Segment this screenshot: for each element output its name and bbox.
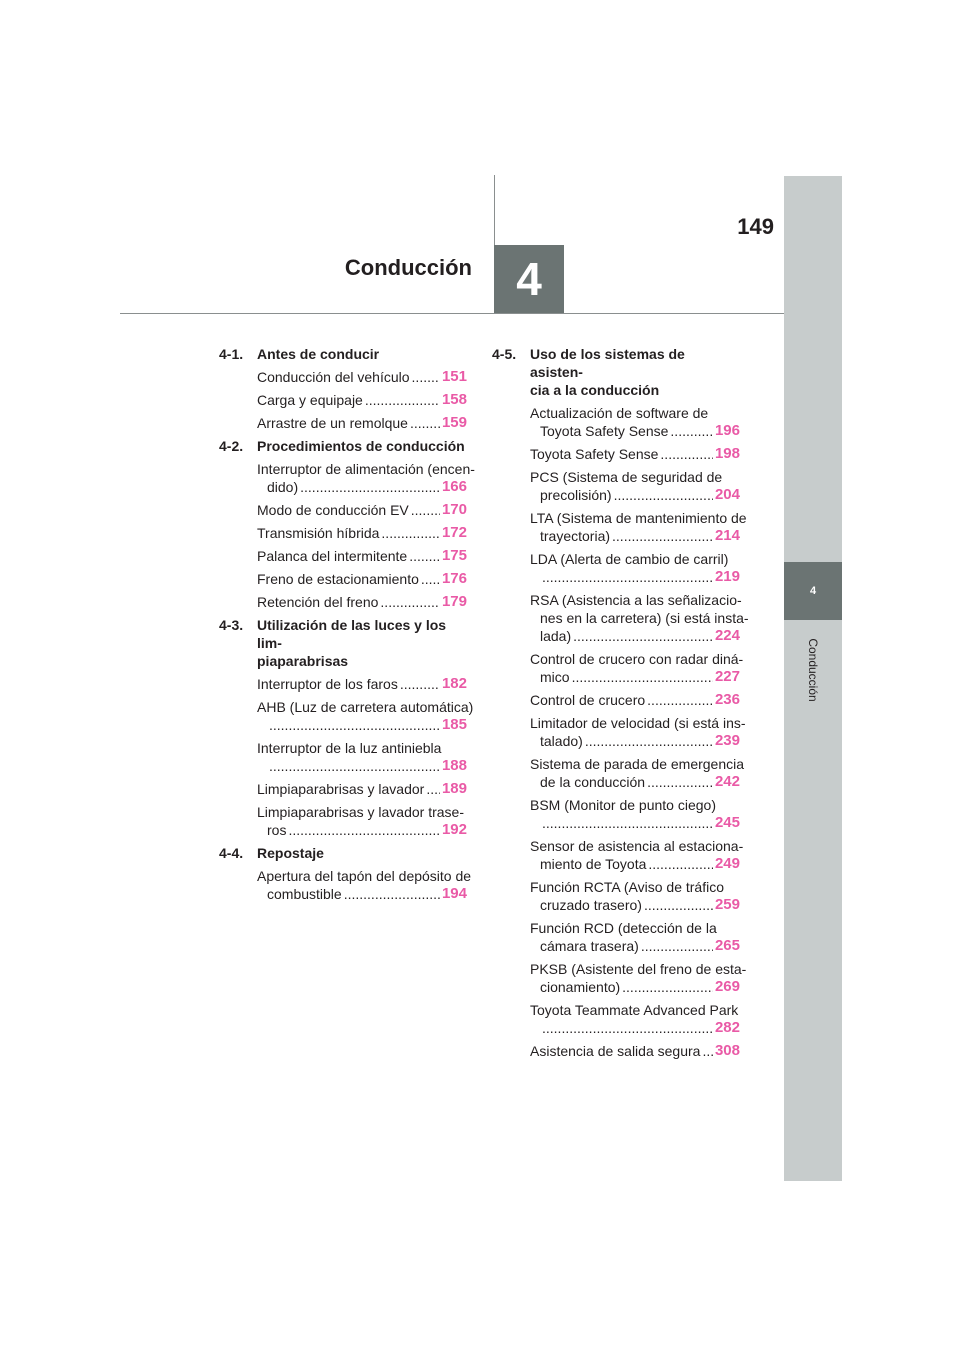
toc-page-link[interactable]: 198 [714,445,740,462]
toc-entry-text: Función RCD (detección de la [530,920,717,936]
toc-entry-text: Limpiaparabrisas y lavador [257,781,425,797]
toc-entry[interactable] [492,878,740,914]
toc-entry-line [530,837,744,855]
toc-entry-line [530,668,740,686]
toc-leader-dots [647,691,713,709]
toc-section-heading [219,616,467,670]
toc-entry-line [257,739,467,757]
toc-page-link[interactable]: 194 [441,885,467,902]
toc-entry-line [530,796,740,814]
toc-leader-dots [647,773,713,791]
toc-entry-text: PKSB (Asistente del freno de esta- [530,961,747,977]
toc-entry-line [530,714,746,732]
page-number: 149 [737,214,774,239]
toc-entry-line [530,550,740,568]
toc-entry-text: Sistema de parada de emergencia [530,756,745,772]
toc-entry-text: Toyota Safety Sense [540,423,669,439]
toc-page-link[interactable]: 166 [441,478,467,495]
toc-entry-line [257,780,467,798]
toc-page-link[interactable]: 158 [441,391,467,408]
toc-entry-text: cionamiento) [540,979,621,995]
toc-entry-line [530,445,740,463]
toc-entry-text: Asistencia de salida segura [530,1043,701,1059]
toc-entry-text: de la conducción [540,774,646,790]
toc-column-left [219,345,475,908]
toc-leader-dots [585,732,713,750]
toc-section-number: 4-3. [219,617,244,633]
toc-leader-dots [542,568,713,586]
toc-leader-dots [344,885,440,903]
toc-section-heading [219,345,467,363]
toc-page-link[interactable]: 176 [441,570,467,587]
toc-entry[interactable] [219,698,474,734]
toc-entry-text: Control de crucero [530,692,646,708]
toc-entry[interactable] [219,547,467,565]
toc-entry-text: Actualización de software de [530,405,709,421]
toc-entry[interactable] [219,414,467,432]
toc-entry-line [257,698,474,716]
toc-leader-dots [380,593,440,611]
toc-entry[interactable] [219,803,467,839]
toc-entry[interactable] [492,755,745,791]
toc-page-link[interactable]: 175 [441,547,467,564]
toc-entry-text: ros [267,822,287,838]
header-vertical-rule [494,175,495,245]
toc-entry[interactable] [219,460,475,496]
toc-entry-text: Palanca del intermitente [257,548,408,564]
toc-entry-text: Apertura del tapón del depósito de [257,868,472,884]
toc-entry-text: Limpiaparabrisas y lavador trase- [257,804,464,820]
toc-leader-dots [614,486,713,504]
toc-leader-dots [641,937,713,955]
toc-section-number: 4-4. [219,845,244,861]
toc-entry-line [530,691,740,709]
toc-section-title: Antes de conducir [257,346,380,362]
toc-entry-text: Interruptor de la luz antiniebla [257,740,442,756]
toc-column-right [492,345,749,1065]
toc-page-link[interactable]: 239 [714,732,740,749]
toc-page-link[interactable]: 179 [441,593,467,610]
toc-entry-text: Sensor de asistencia al estaciona- [530,838,744,854]
sidebar-chapter-label: Conducción [806,638,820,702]
toc-leader-dots [421,570,440,588]
toc-section-title: Procedimientos de conducción [257,438,465,454]
toc-entry-text: Interruptor de los faros [257,676,398,692]
toc-page-link[interactable]: 236 [714,691,740,708]
toc-entry-text: mico [540,669,570,685]
toc-leader-dots [400,675,440,693]
toc-entry[interactable] [492,468,740,504]
toc-leader-dots [411,501,440,519]
toc-entry-line [257,524,467,542]
toc-page-link[interactable]: 188 [441,757,467,774]
toc-entry-text: trayectoria) [540,528,611,544]
toc-page-link[interactable]: 249 [714,855,740,872]
toc-entry-text: Modo de conducción EV [257,502,409,518]
toc-entry-line [530,527,740,545]
toc-section-heading [492,345,740,399]
toc-entry-line [530,627,740,645]
header-horizontal-rule [120,313,784,314]
toc-entry[interactable] [492,1042,740,1060]
toc-entry-line [257,391,467,409]
toc-section-title: cia a la conducción [530,382,660,398]
toc-page-link[interactable]: 245 [714,814,740,831]
toc-section-title: Utilización de las luces y los lim- [257,617,447,651]
toc-section-title: Repostaje [257,845,324,861]
toc-entry[interactable] [219,570,467,588]
toc-entry-line [530,1042,740,1060]
toc-entry-line [257,675,467,693]
toc-leader-dots [702,1042,713,1060]
toc-entry-line [530,1019,740,1037]
toc-page-link[interactable]: 259 [714,896,740,913]
toc-page-link[interactable]: 159 [441,414,467,431]
sidebar-chapter-tab[interactable]: 4 [784,562,842,620]
toc-entry-line [257,414,467,432]
toc-entry[interactable] [492,714,746,750]
toc-entry-text: precolisión) [540,487,612,503]
toc-page-link[interactable]: 308 [714,1042,740,1059]
chapter-title: Conducción [344,255,472,280]
toc-entry-line [257,501,467,519]
toc-page-link[interactable]: 269 [714,978,740,995]
toc-leader-dots [381,524,440,542]
toc-leader-dots [644,896,713,914]
toc-entry-line [530,422,740,440]
toc-page-link[interactable]: 227 [714,668,740,685]
toc-entry[interactable] [492,919,740,955]
toc-entry-line [530,896,740,914]
toc-section-number: 4-2. [219,438,244,454]
toc-entry-line [257,368,467,386]
toc-entry-line [530,978,740,996]
toc-entry-line [530,1001,740,1019]
toc-entry-line [530,773,740,791]
toc-leader-dots [269,716,440,734]
toc-entry-text: Transmisión híbrida [257,525,380,541]
toc-leader-dots [412,368,440,386]
toc-leader-dots [269,757,440,775]
toc-page-link[interactable]: 151 [441,368,467,385]
toc-entry-text: PCS (Sistema de seguridad de [530,469,723,485]
toc-leader-dots [572,668,713,686]
toc-entry[interactable] [492,650,744,686]
toc-entry-line [257,803,467,821]
toc-page-link[interactable]: 192 [441,821,467,838]
toc-entry-text: dido) [267,479,299,495]
toc-entry-text: Interruptor de alimentación (encen- [257,461,475,477]
toc-entry-line [257,547,467,565]
toc-page-link[interactable]: 196 [714,422,740,439]
toc-entry-line [257,478,467,496]
toc-entry-text: Control de crucero con radar diná- [530,651,744,667]
toc-entry[interactable] [219,391,467,409]
toc-leader-dots [660,445,713,463]
toc-entry-text: LDA (Alerta de cambio de carril) [530,551,729,567]
toc-entry-text: Función RCTA (Aviso de tráfico [530,879,725,895]
toc-entry-text: miento de Toyota [540,856,647,872]
toc-entry-text: cruzado trasero) [540,897,642,913]
toc-page-link[interactable]: 189 [441,780,467,797]
toc-leader-dots [426,780,440,798]
chapter-number-box: 4 [494,245,564,313]
toc-page-link[interactable]: 214 [714,527,740,544]
toc-entry-line [530,609,749,627]
toc-entry[interactable] [219,739,467,775]
toc-entry-line [530,960,747,978]
toc-entry-text: RSA (Asistencia a las señalizacio- [530,592,742,608]
toc-entry[interactable] [219,593,467,611]
toc-entry-line [530,568,740,586]
toc-entry-line [530,650,744,668]
toc-entry-text: Toyota Teammate Advanced Park [530,1002,739,1018]
toc-leader-dots [410,414,440,432]
toc-section-number: 4-1. [219,346,244,362]
toc-entry-line [530,732,740,750]
toc-page-link[interactable]: 224 [714,627,740,644]
toc-entry-line [530,878,740,896]
toc-section-title: piaparabrisas [257,653,349,669]
toc-entry-line [257,821,467,839]
toc-entry-line [257,867,472,885]
toc-entry[interactable] [492,445,740,463]
toc-entry[interactable] [492,837,744,873]
toc-entry-line [257,593,467,611]
toc-entry-text: Toyota Safety Sense [530,446,659,462]
toc-page-link[interactable]: 242 [714,773,740,790]
toc-page-link[interactable]: 219 [714,568,740,585]
toc-entry-text: cámara trasera) [540,938,639,954]
toc-section-number: 4-5. [492,346,517,362]
toc-entry-line [530,814,740,832]
toc-entry-line [257,885,467,903]
toc-leader-dots [612,527,713,545]
toc-entry-line [530,591,740,609]
toc-entry-text: Freno de estacionamiento [257,571,419,587]
toc-leader-dots [670,422,713,440]
toc-leader-dots [622,978,713,996]
toc-entry-text: Carga y equipaje [257,392,363,408]
toc-entry-line [530,919,740,937]
toc-entry[interactable] [492,796,740,832]
toc-section-title: Uso de los sistemas de asisten- [530,346,685,380]
toc-entry-line [530,509,747,527]
toc-page-link[interactable]: 185 [441,716,467,733]
toc-entry-line [530,755,745,773]
toc-entry[interactable] [492,404,740,440]
toc-entry[interactable] [492,691,740,709]
toc-page-link[interactable]: 282 [714,1019,740,1036]
toc-entry[interactable] [219,524,467,542]
toc-entry-line [530,855,740,873]
toc-section-heading [219,437,467,455]
toc-entry-line [257,460,475,478]
toc-entry[interactable] [492,550,740,586]
toc-leader-dots [542,814,713,832]
toc-entry-line [257,716,467,734]
toc-entry-line [530,937,740,955]
toc-page-link[interactable]: 182 [441,675,467,692]
toc-entry-line [257,570,467,588]
toc-entry[interactable] [219,675,467,693]
toc-leader-dots [365,391,440,409]
toc-entry[interactable] [219,780,467,798]
toc-entry[interactable] [219,368,467,386]
toc-entry-line [530,404,740,422]
toc-entry-text: lada) [540,628,572,644]
toc-entry-text: Conducción del vehículo [257,369,410,385]
toc-entry-text: combustible [267,886,342,902]
toc-leader-dots [409,547,440,565]
toc-leader-dots [542,1019,713,1037]
toc-leader-dots [648,855,713,873]
toc-leader-dots [288,821,440,839]
toc-leader-dots [300,478,440,496]
toc-entry[interactable] [492,591,749,645]
toc-entry-text: Arrastre de un remolque [257,415,408,431]
toc-entry-line [530,468,740,486]
toc-section-heading [219,844,467,862]
toc-entry[interactable] [219,501,467,519]
toc-page-link[interactable]: 170 [441,501,467,518]
toc-entry-text: AHB (Luz de carretera automática) [257,699,474,715]
toc-entry-line [257,757,467,775]
toc-entry[interactable] [219,867,472,903]
toc-entry-text: Limitador de velocidad (si está ins- [530,715,746,731]
toc-entry-text: LTA (Sistema de mantenimiento de [530,510,747,526]
toc-entry-text: talado) [540,733,583,749]
toc-entry[interactable] [492,1001,740,1037]
toc-entry-text: nes en la carretera) (si está insta- [540,610,749,626]
toc-entry-line [530,486,740,504]
toc-leader-dots [573,627,713,645]
toc-entry[interactable] [492,960,747,996]
toc-page-link[interactable]: 204 [714,486,740,503]
toc-entry-text: Retención del freno [257,594,379,610]
toc-entry[interactable] [492,509,747,545]
toc-page-link[interactable]: 265 [714,937,740,954]
toc-entry-text: BSM (Monitor de punto ciego) [530,797,716,813]
toc-page-link[interactable]: 172 [441,524,467,541]
